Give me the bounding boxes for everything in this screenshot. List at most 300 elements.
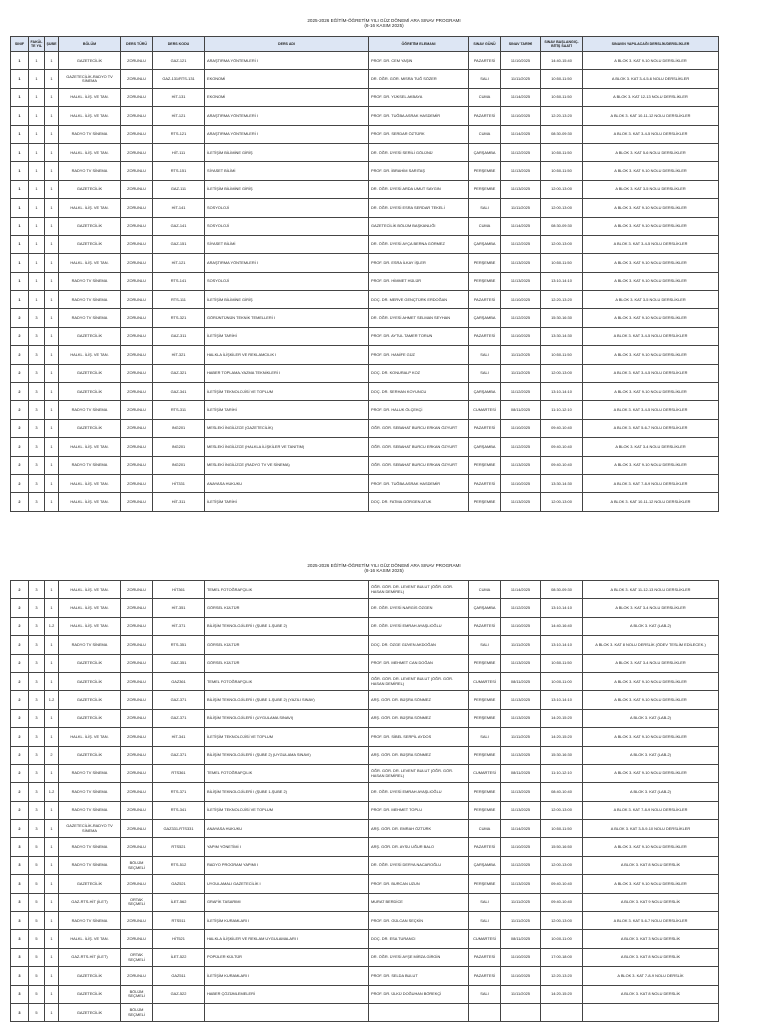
sinif-cell: 1: [11, 107, 29, 125]
exam-day-cell: PAZARTESİ: [469, 291, 501, 309]
branch-cell: 1: [45, 764, 59, 782]
course-code-cell: RTS-371: [153, 783, 205, 801]
year-cell: 1: [29, 143, 45, 161]
exam-day-cell: PERŞEMBE: [469, 801, 501, 819]
exam-date-cell: 11/14/2025: [501, 820, 541, 838]
instructor-cell: DOÇ. DR. SERHAN KOYUNCU: [369, 383, 469, 401]
year-cell: 1: [29, 88, 45, 106]
classroom-cell: A BLOK 3. KAT 8 NOLU DERSLİK (ÖDEV TESLİM EDİLECEK.): [583, 636, 719, 654]
course-type-cell: ZORUNLU: [121, 272, 153, 290]
instructor-cell: GAZETECİLİK BÖLÜM BAŞKANLIĞI: [369, 217, 469, 235]
year-cell: 3: [29, 419, 45, 437]
course-type-cell: ZORUNLU: [121, 143, 153, 161]
exam-time-cell: 13:10-14:10: [541, 691, 583, 709]
exam-day-cell: ÇARŞAMBA: [469, 309, 501, 327]
year-cell: 5: [29, 838, 45, 856]
course-name-cell: İLETİŞİM TARİHİ: [205, 327, 369, 345]
exam-day-cell: PERŞEMBE: [469, 493, 501, 511]
course-code-cell: RTS-111: [153, 291, 205, 309]
course-name-cell: ARAŞTIRMA YÖNTEMLERİ I: [205, 107, 369, 125]
course-type-cell: ZORUNLU: [121, 327, 153, 345]
course-type-cell: ZORUNLU: [121, 636, 153, 654]
table-row: [11, 346, 719, 364]
instructor-cell: DOÇ. DR. FATMA GÖRGEN ATUK: [369, 493, 469, 511]
year-cell: 5: [29, 948, 45, 966]
instructor-cell: DR. ÖĞR. ÜYESİ EMRAH AYAŞLIOĞLU: [369, 617, 469, 635]
sinif-cell: 2: [11, 728, 29, 746]
course-type-cell: ZORUNLU: [121, 801, 153, 819]
table-row: [11, 764, 719, 782]
exam-date-cell: 11/13/2025: [501, 456, 541, 474]
course-code-cell: İLET-522: [153, 948, 205, 966]
exam-time-cell: 12:00-13:00: [541, 235, 583, 253]
exam-day-cell: PAZARTESİ: [469, 838, 501, 856]
course-type-cell: ZORUNLU: [121, 967, 153, 985]
classroom-cell: A BLOK 3. KAT 9-10 NOLU DERSLİKLER: [583, 272, 719, 290]
course-type-cell: ZORUNLU: [121, 599, 153, 617]
exam-time-cell: 10:00-11:00: [541, 930, 583, 948]
exam-date-cell: 11/11/2025: [501, 636, 541, 654]
exam-time-cell: 08:30-09:30: [541, 125, 583, 143]
exam-time-cell: 13:10-14:10: [541, 272, 583, 290]
exam-day-cell: SALI: [469, 912, 501, 930]
table-row: [11, 125, 719, 143]
exam-day-cell: SALI: [469, 985, 501, 1003]
exam-time-cell: 08:30-09:30: [541, 217, 583, 235]
table-row: [11, 309, 719, 327]
branch-cell: 1: [45, 107, 59, 125]
sinif-cell: 3: [11, 967, 29, 985]
year-cell: 1: [29, 180, 45, 198]
branch-cell: 1: [45, 199, 59, 217]
table-row: [11, 52, 719, 70]
classroom-cell: A BLOK 3. KAT 9-10 NOLU DERSLİKLER: [583, 254, 719, 272]
course-type-cell: BÖLÜM SEÇMELİ: [121, 985, 153, 1003]
sinif-cell: 1: [11, 143, 29, 161]
course-name-cell: [205, 1003, 369, 1021]
department-cell: GAZETECİLİK: [59, 217, 121, 235]
instructor-cell: DR. ÖĞR. ÜYESİ ARDA UMUT SAYGIN: [369, 180, 469, 198]
sinif-cell: 2: [11, 438, 29, 456]
sinif-cell: 2: [11, 617, 29, 635]
exam-day-cell: SALI: [469, 893, 501, 911]
exam-schedule-table-page-2: [10, 580, 719, 1022]
course-code-cell: İLET-562: [153, 893, 205, 911]
table-row: [11, 1003, 719, 1021]
exam-date-cell: 11/12/2025: [501, 143, 541, 161]
exam-time-cell: 10:50-11:50: [541, 654, 583, 672]
table-row: [11, 838, 719, 856]
course-type-cell: ZORUNLU: [121, 456, 153, 474]
exam-date-cell: 08/11/2025: [501, 764, 541, 782]
table-row: [11, 728, 719, 746]
column-header: SINAVIN YAPILACAĞI DERSLİK/DERSLİKLER: [583, 37, 719, 52]
exam-date-cell: 11/12/2025: [501, 856, 541, 874]
instructor-cell: ARŞ. GÖR. DR. BÜŞRA SÖNMEZ: [369, 746, 469, 764]
course-name-cell: SOSYOLOJİ: [205, 199, 369, 217]
classroom-cell: A BLOK 3. KAT 9-10 NOLU DERSLİKLER: [583, 383, 719, 401]
branch-cell: 1: [45, 401, 59, 419]
table-row: [11, 985, 719, 1003]
exam-day-cell: SALI: [469, 728, 501, 746]
table-row: [11, 617, 719, 635]
column-header: FAKÜLTE YIL: [29, 37, 45, 52]
table-row: [11, 856, 719, 874]
course-code-cell: GAZ361: [153, 672, 205, 690]
exam-date-cell: 11/10/2025: [501, 474, 541, 492]
course-name-cell: ANAYASA HUKUKU: [205, 474, 369, 492]
department-cell: HALKL. İLİŞ. VE TAN.: [59, 581, 121, 599]
course-type-cell: ZORUNLU: [121, 383, 153, 401]
department-cell: GAZETECİLİK: [59, 691, 121, 709]
department-cell: HALKL. İLİŞ. VE TAN.: [59, 107, 121, 125]
classroom-cell: A BLOK 3. KAT 5-6 NOLU DERSLİKLER: [583, 143, 719, 161]
instructor-cell: PROF. DR. GÜLCAN SEÇKİN: [369, 912, 469, 930]
subtitle-line: (8-16 KASIM 2025): [364, 23, 404, 29]
exam-time-cell: 14:40-16:40: [541, 617, 583, 635]
course-name-cell: HALKLA İLİŞKİLER VE REKLAMCILIK I: [205, 346, 369, 364]
exam-time-cell: 13:30-14:30: [541, 327, 583, 345]
year-cell: 3: [29, 493, 45, 511]
course-name-cell: İLETİŞİM BİLİMİNE GİRİŞ: [205, 291, 369, 309]
sinif-cell: 2: [11, 746, 29, 764]
course-code-cell: HİT-121: [153, 254, 205, 272]
instructor-cell: DOÇ. DR. KONURALP KOZ: [369, 364, 469, 382]
exam-day-cell: CUMARTESİ: [469, 764, 501, 782]
instructor-cell: DR. ÖĞR. ÜYESİ SERİLİ GÖLÜNÜ: [369, 143, 469, 161]
year-cell: 1: [29, 162, 45, 180]
sinif-cell: 1: [11, 88, 29, 106]
department-cell: HALKL. İLİŞ. VE TAN.: [59, 346, 121, 364]
instructor-cell: PROF. DR. HANİFE GÜZ: [369, 346, 469, 364]
sinif-cell: 3: [11, 875, 29, 893]
exam-day-cell: CUMARTESİ: [469, 401, 501, 419]
course-name-cell: BİLİŞİM TEKNOLOJİLERİ I (ŞUBE 1-ŞUBE 2) (YAZILI SINAV): [205, 691, 369, 709]
instructor-cell: DR. ÖĞR. ÜYESİ DERYA NACAROĞLU: [369, 856, 469, 874]
exam-time-cell: 11:10-12:10: [541, 764, 583, 782]
course-code-cell: HİT-351: [153, 599, 205, 617]
instructor-cell: MURAT BERDİCE: [369, 893, 469, 911]
classroom-cell: A BLOK 3. KAT 3-4-5 NOLU DERSLİKLER: [583, 125, 719, 143]
sinif-cell: 1: [11, 217, 29, 235]
classroom-cell: A BLOK 3. KAT 3-5 NOLU DERSLİKLER: [583, 180, 719, 198]
instructor-cell: PROF. DR. YÜKSEL AKBAYA: [369, 88, 469, 106]
exam-day-cell: PAZARTESİ: [469, 419, 501, 437]
exam-date-cell: 11/14/2025: [501, 88, 541, 106]
sinif-cell: 1: [11, 254, 29, 272]
exam-day-cell: PAZARTESİ: [469, 327, 501, 345]
exam-date-cell: 11/13/2025: [501, 654, 541, 672]
department-cell: RADYO TV SİNEMA: [59, 272, 121, 290]
sinif-cell: 2: [11, 419, 29, 437]
course-name-cell: BİLİŞİM TEKNOLOJİLERİ I (ŞUBE 2) (UYGULAMA SINAVI): [205, 746, 369, 764]
subtitle-line: (8-16 KASIM 2025): [364, 568, 404, 574]
classroom-cell: A BLOK 3. KAT 9 NOLU DERSLİK: [583, 893, 719, 911]
table-row: [11, 456, 719, 474]
exam-time-cell: 12:20-13:20: [541, 967, 583, 985]
course-name-cell: YAPIM YÖNETİMİ I: [205, 838, 369, 856]
exam-date-cell: 08/11/2025: [501, 672, 541, 690]
course-code-cell: RTS-121: [153, 125, 205, 143]
department-cell: HALKL. İLİŞ. VE TAN.: [59, 88, 121, 106]
course-code-cell: GAZ511: [153, 967, 205, 985]
exam-day-cell: PAZARTESİ: [469, 52, 501, 70]
branch-cell: 1: [45, 636, 59, 654]
course-type-cell: ZORUNLU: [121, 493, 153, 511]
year-cell: 5: [29, 912, 45, 930]
department-cell: GAZETECİLİK: [59, 967, 121, 985]
branch-cell: 1: [45, 728, 59, 746]
branch-cell: 1: [45, 709, 59, 727]
sinif-cell: 1: [11, 70, 29, 88]
department-cell: RADYO TV SİNEMA: [59, 291, 121, 309]
course-name-cell: POPÜLER KÜLTÜR: [205, 948, 369, 966]
exam-date-cell: 11/10/2025: [501, 948, 541, 966]
column-header: SINIF: [11, 37, 29, 52]
exam-time-cell: 09:40-10:40: [541, 419, 583, 437]
table-row: [11, 235, 719, 253]
exam-time-cell: 11:10-12:10: [541, 401, 583, 419]
course-name-cell: BİLİŞİM TEKNOLOJİLERİ I (UYGULAMA SINAVI): [205, 709, 369, 727]
exam-time-cell: 13:10-14:10: [541, 383, 583, 401]
exam-time-cell: 09:40-10:40: [541, 456, 583, 474]
instructor-cell: PROF. DR. SİBEL SERPİL AYDOS: [369, 728, 469, 746]
year-cell: 3: [29, 401, 45, 419]
course-type-cell: ZORUNLU: [121, 217, 153, 235]
branch-cell: 1: [45, 893, 59, 911]
exam-date-cell: 11/13/2025: [501, 875, 541, 893]
course-code-cell: HİT521: [153, 930, 205, 948]
table-row: [11, 88, 719, 106]
exam-day-cell: SALI: [469, 199, 501, 217]
exam-day-cell: SALI: [469, 70, 501, 88]
instructor-cell: DOÇ. DR. MERVE GENÇTÜRK ERDOĞAN: [369, 291, 469, 309]
exam-day-cell: CUMA: [469, 125, 501, 143]
course-name-cell: İLETİŞİM TEKNOLOJİSİ VE TOPLUM: [205, 728, 369, 746]
table-row: [11, 217, 719, 235]
department-cell: RADYO TV SİNEMA: [59, 801, 121, 819]
exam-time-cell: 09:40-10:40: [541, 438, 583, 456]
exam-day-cell: CUMARTESİ: [469, 930, 501, 948]
year-cell: 3: [29, 820, 45, 838]
branch-cell: 1: [45, 912, 59, 930]
exam-date-cell: 11/10/2025: [501, 419, 541, 437]
course-type-cell: BÖLÜM SEÇMELİ: [121, 856, 153, 874]
year-cell: 5: [29, 875, 45, 893]
branch-cell: 1: [45, 143, 59, 161]
year-cell: 3: [29, 346, 45, 364]
year-cell: 3: [29, 764, 45, 782]
table-row: [11, 383, 719, 401]
instructor-cell: PROF. DR. BURCAN UZUN: [369, 875, 469, 893]
course-code-cell: GAZ331-RTS331: [153, 820, 205, 838]
department-cell: RADYO TV SİNEMA: [59, 838, 121, 856]
table-row: [11, 930, 719, 948]
sinif-cell: 3: [11, 985, 29, 1003]
course-type-cell: ZORUNLU: [121, 912, 153, 930]
branch-cell: 1: [45, 180, 59, 198]
classroom-cell: A BLOK 3. KAT 9-10 NOLU DERSLİKLER: [583, 199, 719, 217]
exam-time-cell: 12:00-13:00: [541, 180, 583, 198]
column-header: ŞUBE: [45, 37, 59, 52]
year-cell: 3: [29, 709, 45, 727]
year-cell: 3: [29, 672, 45, 690]
course-type-cell: ZORUNLU: [121, 654, 153, 672]
year-cell: 3: [29, 728, 45, 746]
course-code-cell: GAZ-341: [153, 383, 205, 401]
course-name-cell: EKONOMİ: [205, 88, 369, 106]
course-name-cell: İLETİŞİM BİLİMİNE GİRİŞ: [205, 180, 369, 198]
exam-schedule-table-page-1: [10, 36, 719, 512]
table-row: [11, 272, 719, 290]
sinif-cell: 2: [11, 820, 29, 838]
page-2-title: [0, 563, 768, 574]
instructor-cell: PROF. DR. HALUK ÖLÇEKÇİ: [369, 401, 469, 419]
year-cell: 1: [29, 272, 45, 290]
year-cell: 1: [29, 52, 45, 70]
branch-cell: 1: [45, 1003, 59, 1021]
table-row: [11, 912, 719, 930]
exam-date-cell: 11/12/2025: [501, 599, 541, 617]
year-cell: 5: [29, 1003, 45, 1021]
course-type-cell: ZORUNLU: [121, 474, 153, 492]
department-cell: GAZETECİLİK: [59, 327, 121, 345]
year-cell: 3: [29, 327, 45, 345]
exam-date-cell: 11/13/2025: [501, 254, 541, 272]
course-name-cell: ARAŞTIRMA YÖNTEMLERİ I: [205, 125, 369, 143]
department-cell: GAZETECİLİK: [59, 180, 121, 198]
classroom-cell: A BLOK 3. KAT 9-10 NOLU DERSLİKLER: [583, 764, 719, 782]
branch-cell: 1: [45, 217, 59, 235]
exam-date-cell: 11/10/2025: [501, 327, 541, 345]
table-row: [11, 581, 719, 599]
course-name-cell: MESLEKİ İNGİLİZCE (RADYO TV VE SİNEMA): [205, 456, 369, 474]
year-cell: 1: [29, 235, 45, 253]
exam-date-cell: 11/13/2025: [501, 709, 541, 727]
classroom-cell: A BLOK 3. KAT 3-4-5 NOLU DERSLİKLER: [583, 327, 719, 345]
sinif-cell: 2: [11, 764, 29, 782]
exam-day-cell: CUMA: [469, 88, 501, 106]
course-name-cell: SİYASET BİLİMİ: [205, 235, 369, 253]
instructor-cell: DR. ÖĞR. ÜYESİ NARGİS ÖZGEN: [369, 599, 469, 617]
table-row: [11, 709, 719, 727]
sinif-cell: 3: [11, 930, 29, 948]
classroom-cell: A BLOK 3. KAT 3-5-9-10 NOLU DERSLİKLER: [583, 820, 719, 838]
course-type-cell: ZORUNLU: [121, 235, 153, 253]
classroom-cell: A BLOK 3. KAT 3-4 NOLU DERSLİKLER: [583, 654, 719, 672]
branch-cell: 1: [45, 162, 59, 180]
exam-time-cell: 08:30-09:30: [541, 581, 583, 599]
course-type-cell: ZORUNLU: [121, 309, 153, 327]
exam-time-cell: 09:40-10:40: [541, 875, 583, 893]
table-row: [11, 70, 719, 88]
instructor-cell: ÖĞR. GÖR. DR. LEVENT BULUT (ÖĞR. GÖR. HASAN DEMİREL): [369, 672, 469, 690]
department-cell: GAZETECİLİK: [59, 383, 121, 401]
course-type-cell: ZORUNLU: [121, 199, 153, 217]
exam-date-cell: 11/13/2025: [501, 272, 541, 290]
year-cell: 5: [29, 985, 45, 1003]
course-name-cell: İLETİŞİM KURAMLARI I: [205, 967, 369, 985]
course-type-cell: ZORUNLU: [121, 764, 153, 782]
column-header: ÖĞRETİM ELEMANI: [369, 37, 469, 52]
course-name-cell: İLETİŞİM TEKNOLOJİSİ VE TOPLUM: [205, 801, 369, 819]
classroom-cell: A BLOK 3. KAT 3-4-5-6 NOLU DERSLİKLER: [583, 70, 719, 88]
instructor-cell: ARŞ. GÖR. DR. AYSU UĞUR BALO: [369, 838, 469, 856]
course-code-cell: RTS-321: [153, 309, 205, 327]
course-code-cell: ING201: [153, 419, 205, 437]
course-code-cell: GAZ-311: [153, 327, 205, 345]
course-type-cell: ZORUNLU: [121, 419, 153, 437]
table-row: [11, 438, 719, 456]
branch-cell: 1: [45, 327, 59, 345]
branch-cell: 1: [45, 801, 59, 819]
exam-date-cell: 11/13/2025: [501, 783, 541, 801]
year-cell: 3: [29, 474, 45, 492]
course-code-cell: GAZ521: [153, 875, 205, 893]
instructor-cell: ARŞ. GÖR. DR. EMRAH ÖZTÜRK: [369, 820, 469, 838]
exam-day-cell: SALI: [469, 636, 501, 654]
exam-time-cell: 12:20-13:20: [541, 107, 583, 125]
instructor-cell: PROF. DR. MEHMET CAN DOĞAN: [369, 654, 469, 672]
classroom-cell: A BLOK 3. KAT 8 NOLU DERSLİK: [583, 948, 719, 966]
exam-date-cell: 11/12/2025: [501, 383, 541, 401]
exam-day-cell: PERŞEMBE: [469, 691, 501, 709]
exam-date-cell: 11/13/2025: [501, 801, 541, 819]
exam-day-cell: PERŞEMBE: [469, 162, 501, 180]
exam-time-cell: 09:40-10:40: [541, 893, 583, 911]
table-row: [11, 401, 719, 419]
branch-cell: 1: [45, 581, 59, 599]
table-row: [11, 143, 719, 161]
exam-date-cell: 11/11/2025: [501, 912, 541, 930]
exam-time-cell: 10:50-11:50: [541, 254, 583, 272]
classroom-cell: A BLOK 3. KAT 3-4-5 NOLU DERSLİKLER: [583, 401, 719, 419]
exam-day-cell: CUMA: [469, 217, 501, 235]
exam-day-cell: PAZARTESİ: [469, 107, 501, 125]
instructor-cell: PROF. DR. SERDAR ÖZTÜRK: [369, 125, 469, 143]
department-cell: RADYO TV SİNEMA: [59, 783, 121, 801]
table-row: [11, 254, 719, 272]
year-cell: 3: [29, 438, 45, 456]
sinif-cell: 2: [11, 581, 29, 599]
exam-day-cell: PERŞEMBE: [469, 180, 501, 198]
branch-cell: 1: [45, 493, 59, 511]
year-cell: 3: [29, 456, 45, 474]
classroom-cell: A BLOK 3. KAT 11-12-13 NOLU DERSLİKLER: [583, 581, 719, 599]
instructor-cell: PROF. DR. MEHMET TOPLU: [369, 801, 469, 819]
sinif-cell: 2: [11, 654, 29, 672]
sinif-cell: 2: [11, 474, 29, 492]
course-code-cell: HİT-111: [153, 143, 205, 161]
course-type-cell: ZORUNLU: [121, 875, 153, 893]
exam-time-cell: 14:20-15:20: [541, 728, 583, 746]
course-code-cell: HİT-321: [153, 346, 205, 364]
course-type-cell: ZORUNLU: [121, 617, 153, 635]
department-cell: RADYO TV SİNEMA: [59, 856, 121, 874]
course-code-cell: GAZ-371: [153, 709, 205, 727]
exam-day-cell: CUMA: [469, 581, 501, 599]
sinif-cell: 1: [11, 272, 29, 290]
branch-cell: 1: [45, 967, 59, 985]
instructor-cell: ÖĞR. GÖR. SEBAHAT BURCU ERKAN ÖZYURT: [369, 419, 469, 437]
course-code-cell: HİT-341: [153, 728, 205, 746]
classroom-cell: A BLOK 3. KAT 5-6-7 NOLU DERSLİKLER: [583, 912, 719, 930]
exam-date-cell: 11/12/2025: [501, 309, 541, 327]
year-cell: 3: [29, 383, 45, 401]
department-cell: GAZETECİLİK: [59, 52, 121, 70]
branch-cell: 1: [45, 52, 59, 70]
branch-cell: 1: [45, 309, 59, 327]
